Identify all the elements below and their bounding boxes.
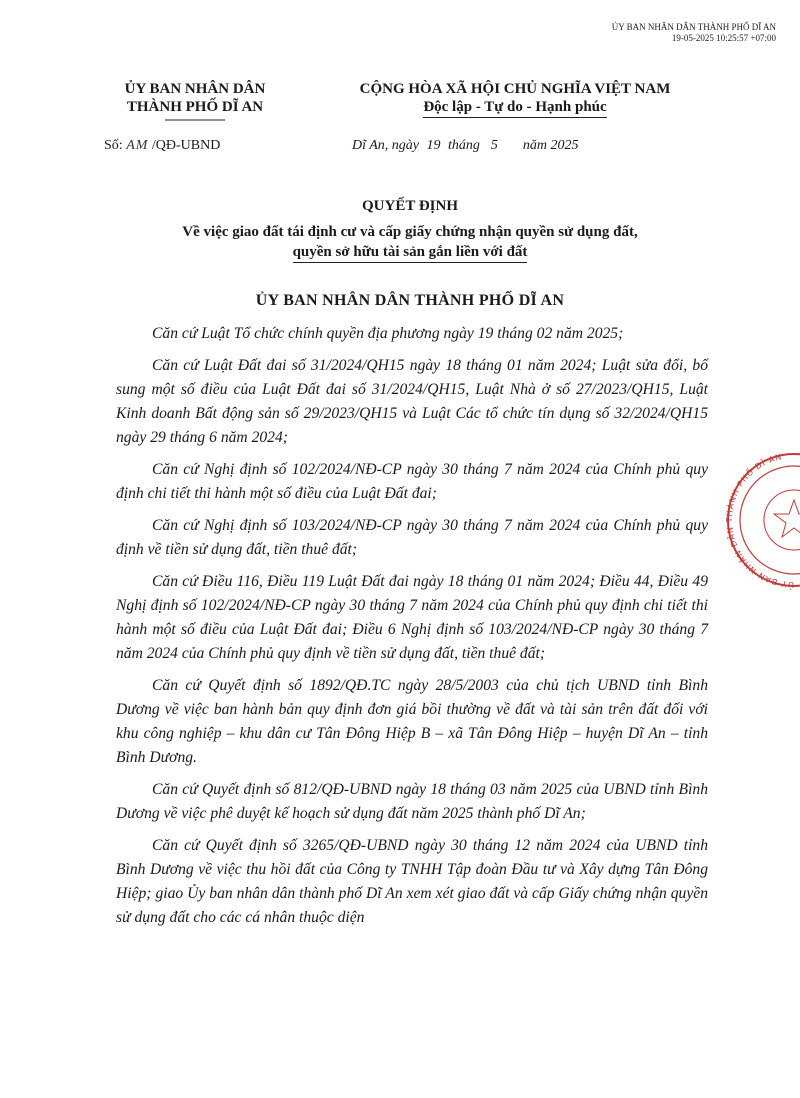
decision-title: QUYẾT ĐỊNH xyxy=(362,198,458,214)
decision-subject-line-1: Về việc giao đất tái định cư và cấp giấy chứng nhận quyền sử dụng đất, xyxy=(182,224,638,240)
legal-basis-paragraph: Căn cứ Quyết định số 1892/QĐ.TC ngày 28/5/2003 của chủ tịch UBND tỉnh Bình Dương về việc ban hành bản quy định đơn giá bồi thường về đất và tài sản trên đất đối với khu công nghiệp – khu dân cư Tân Đông Hiệp B – xã Tân Đông Hiệp – huyện Dĩ An – tỉnh Bình Dương. xyxy=(116,677,708,766)
legal-basis-paragraph: Căn cứ Luật Tổ chức chính quyền địa phương ngày 19 tháng 02 năm 2025; xyxy=(152,325,624,342)
docno-prefix: Số: xyxy=(104,138,123,153)
date-year: năm 2025 xyxy=(522,138,579,153)
document-number xyxy=(104,138,220,154)
place-and-date xyxy=(352,138,579,154)
official-seal-icon xyxy=(724,452,800,602)
document-header xyxy=(100,80,720,160)
legal-basis-paragraph: Căn cứ Điều 116, Điều 119 Luật Đất đai ngày 18 tháng 01 năm 2024; Điều 44, Điều 49 Nghị định số 102/2024/NĐ-CP ngày 30 tháng 7 năm 2024 của Chính phủ quy định chi tiết thi hành một số điều của Luật Đất đai; Điều 6 Nghị định số 103/2024/NĐ-CP ngày 30 tháng 7 năm 2024 của Chính phủ quy định về tiền sử dụng đất, tiền thuê đất; xyxy=(116,573,708,662)
legal-basis-paragraph: Căn cứ Luật Đất đai số 31/2024/QH15 ngày 18 tháng 01 năm 2024; Luật sửa đổi, bổ sung một số điều của Luật Đất đai số 31/2024/QH15, Luật Nhà ở số 27/2023/QH15, Luật Kinh doanh Bất động sản số 29/2023/QH15 và Luật Các tổ chức tín dụng số 32/2024/QH15 ngày 29 tháng 6 năm 2024; xyxy=(116,357,708,446)
legal-basis-paragraph: Căn cứ Nghị định số 103/2024/NĐ-CP ngày 30 tháng 7 năm 2024 của Chính phủ quy định về tiền sử dụng đất, tiền thuê đất; xyxy=(116,517,708,558)
nation-name: CỘNG HÒA XÃ HỘI CHỦ NGHĨA VIỆT NAM xyxy=(359,81,671,97)
docno-handwritten: AM xyxy=(126,138,149,153)
signature-timestamp: 19-05-2025 10:25:57 +07:00 xyxy=(671,33,776,43)
decision-title-block xyxy=(100,196,720,263)
document-body xyxy=(116,322,708,938)
date-day: 19 xyxy=(426,138,441,153)
national-motto: Độc lập - Tự do - Hạnh phúc xyxy=(423,98,606,118)
legal-basis-paragraph: Căn cứ Nghị định số 102/2024/NĐ-CP ngày 30 tháng 7 năm 2024 của Chính phủ quy định chi tiết thi hành một số điều của Luật Đất đai; xyxy=(116,461,708,502)
signature-signer: ỦY BAN NHÂN DÂN THÀNH PHỐ DĨ AN xyxy=(611,22,776,32)
digital-signature-stamp xyxy=(612,22,776,44)
legal-basis-paragraph: Căn cứ Quyết định số 812/QĐ-UBND ngày 18 tháng 03 năm 2025 của UBND tỉnh Bình Dương về việc phê duyệt kế hoạch sử dụng đất năm 2025 thành phố Dĩ An; xyxy=(116,781,708,822)
place-label: Dĩ An, ngày xyxy=(352,138,420,153)
national-heading xyxy=(310,80,720,118)
org-underline xyxy=(165,118,225,122)
docno-suffix: /QĐ-UBND xyxy=(151,138,221,153)
org-line-1: ỦY BAN NHÂN DÂN xyxy=(124,81,266,97)
seal-text: ỦY BAN NHÂN DÂN THÀNH PHỐ DĨ AN xyxy=(724,452,795,590)
issuing-organization xyxy=(100,80,290,122)
org-line-2: THÀNH PHỐ DĨ AN xyxy=(126,99,264,115)
legal-basis-paragraph: Căn cứ Quyết định số 3265/QĐ-UBND ngày 30 tháng 12 năm 2024 của UBND tỉnh Bình Dương về việc thu hồi đất của Công ty TNHH Tập đoàn Đầu tư và Xây dựng Tân Đông Hiệp; giao Ủy ban nhân dân thành phố Dĩ An xem xét giao đất và cấp Giấy chứng nhận quyền sử dụng đất cho các cá nhân thuộc diện xyxy=(116,837,708,926)
month-label: tháng xyxy=(448,138,480,153)
decision-subject-line-2: quyền sở hữu tài sản gắn liền với đất xyxy=(293,242,528,263)
issuing-authority-heading: ỦY BAN NHÂN DÂN THÀNH PHỐ DĨ AN xyxy=(255,292,565,309)
date-month: 5 xyxy=(490,138,498,153)
